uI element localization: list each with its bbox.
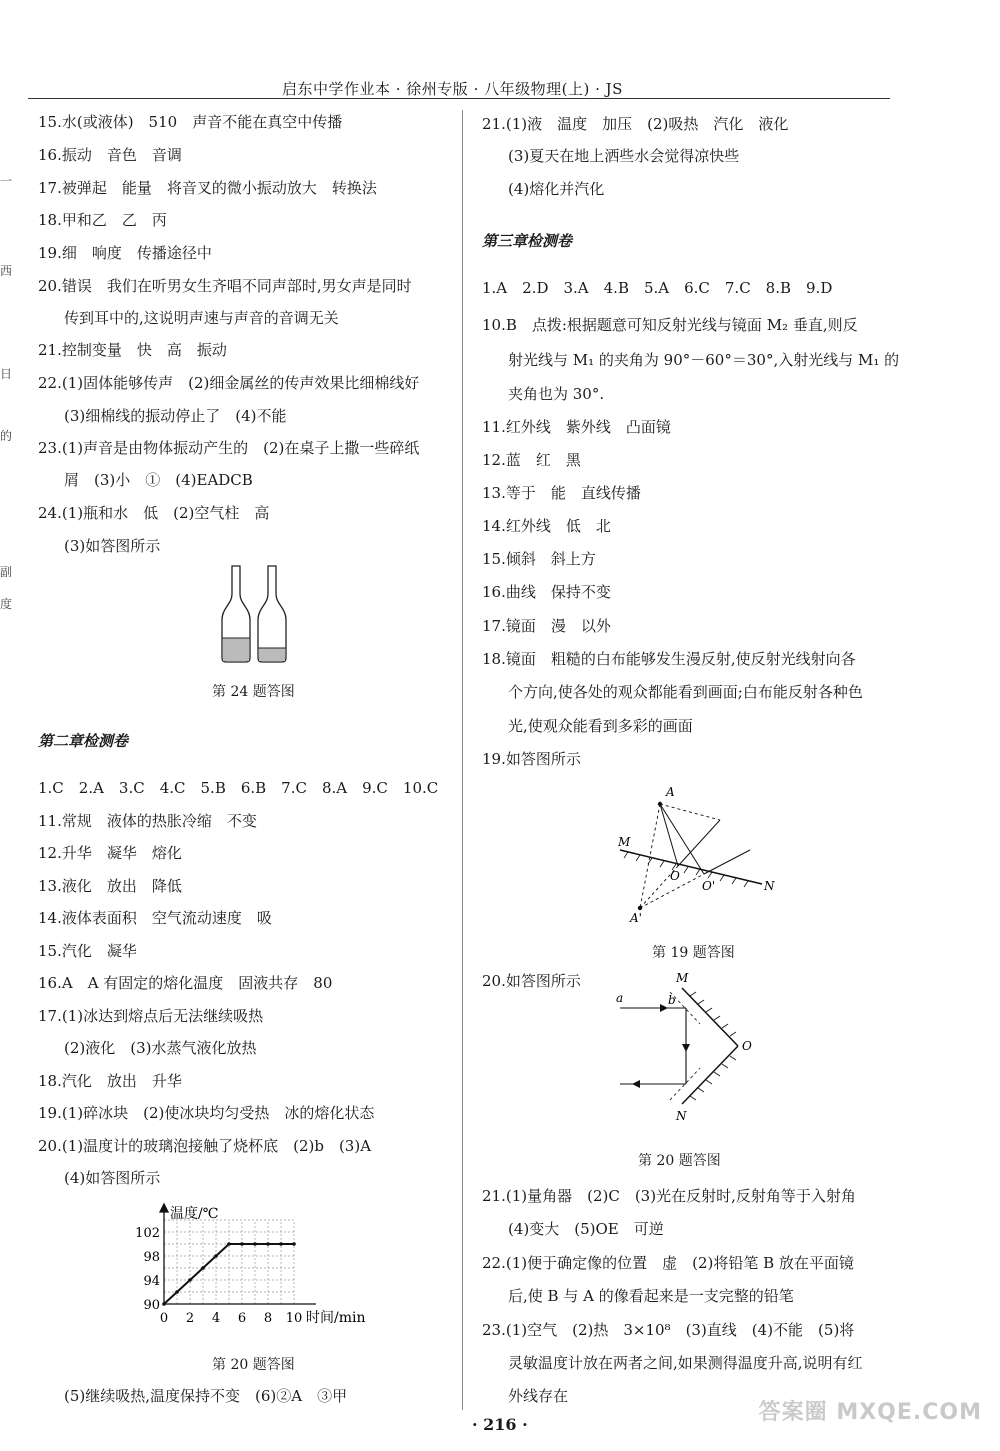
answer-line: 20.(1)温度计的玻璃泡接触了烧杯底 (2)b (3)A [38,1137,372,1155]
answer-line: 13.等于 能 直线传播 [482,484,641,502]
answer-line: 17.被弹起 能量 将音叉的微小振动放大 转换法 [38,179,377,197]
answer-line: 13.液化 放出 降低 [38,877,182,895]
answer-line: 屑 (3)小 ① (4)EADCB [64,471,253,489]
data-point [279,1242,283,1246]
figure-caption: 第 20 题答图 [212,1357,295,1373]
answer-line: 19.细 响度 传播途径中 [38,244,212,262]
data-point [240,1242,244,1246]
label-N: N [764,879,775,893]
answer-line: 16.A A 有固定的熔化温度 固液共存 80 [38,974,333,992]
data-point [188,1278,192,1282]
graph-xlabel: 时间/min [306,1310,366,1326]
x-tick-label: 2 [185,1311,195,1326]
section-title: 第二章检测卷 [38,732,129,750]
answer-line: 传到耳中的,这说明声速与声音的音调无关 [64,309,339,327]
answer-line: (4)熔化并汽化 [508,180,605,198]
label-M: M [618,835,631,849]
answer-line: 11.红外线 紫外线 凸面镜 [482,418,671,436]
data-point [201,1266,205,1270]
data-point [214,1254,218,1258]
margin-mark: 副 [0,565,13,579]
answer-line: 外线存在 [508,1387,569,1405]
answer-line: 18.汽化 放出 升华 [38,1072,182,1090]
margin-mark: 的 [0,429,13,443]
answer-line: 11.常规 液体的热胀冷缩 不变 [38,812,257,830]
answer-line: 20.如答图所示 [482,972,581,990]
margin-mark: 度 [0,597,13,611]
watermark: 答案圈 MXQE.COM [758,1400,982,1425]
label-b: b [668,993,676,1007]
x-tick-label: 10 [285,1311,303,1326]
answer-line: 10.B 点拨:根据题意可知反射光线与镜面 M₂ 垂直,则反 [482,316,858,334]
answer-line: 夹角也为 30°. [508,385,605,403]
answer-line: (3)细棉线的振动停止了 (4)不能 [64,407,287,425]
page-number: · 216 · [472,1415,528,1434]
label-a: a [616,991,624,1005]
answer-line: 1.A 2.D 3.A 4.B 5.A 6.C 7.C 8.B 9.D [482,279,833,297]
answer-line: 14.液体表面积 空气流动速度 吸 [38,909,272,927]
answer-line: (4)变大 (5)OE 可逆 [508,1220,664,1238]
figure-caption: 第 24 题答图 [212,684,295,700]
answer-line: 16.曲线 保持不变 [482,583,611,601]
reflection-figure-19 [600,780,790,930]
answer-line: (4)如答图所示 [64,1169,161,1187]
header-rule [28,98,890,99]
x-tick-label: 8 [263,1311,273,1326]
graph-ylabel: 温度/℃ [170,1206,219,1222]
label-A-prime: A' [630,911,642,925]
y-tick-label: 90 [143,1298,160,1313]
x-tick-label: 6 [237,1311,247,1326]
label-O-prime: O' [702,879,716,893]
section-title: 第三章检测卷 [482,232,573,250]
answer-line: 21.(1)液 温度 加压 (2)吸热 汽化 液化 [482,115,789,133]
bottles-figure [210,562,310,668]
margin-mark: 日 [0,367,13,381]
answer-line: 12.升华 凝华 熔化 [38,844,182,862]
label-M: M [676,971,689,985]
data-point [175,1290,179,1294]
x-tick-label: 0 [159,1311,169,1326]
temperature-graph [130,1196,380,1340]
answer-line: (3)夏天在地上洒些水会觉得凉快些 [508,147,740,165]
answer-line: 22.(1)固体能够传声 (2)细金属丝的传声效果比细棉线好 [38,374,420,392]
answer-line: 灵敏温度计放在两者之间,如果测得温度升高,说明有红 [508,1354,863,1372]
answer-line: 18.镜面 粗糙的白布能够发生漫反射,使反射光线射向各 [482,650,856,668]
answer-line: 23.(1)声音是由物体振动产生的 (2)在桌子上撒一些碎纸 [38,439,420,457]
answer-line: 个方向,使各处的观众都能看到画面;白布能反射各种色 [508,683,863,701]
answer-line: (5)继续吸热,温度保持不变 (6)②A ③甲 [64,1387,348,1405]
x-tick-label: 4 [211,1311,221,1326]
answer-line: 15.倾斜 斜上方 [482,550,596,568]
answer-line: 24.(1)瓶和水 低 (2)空气柱 高 [38,504,270,522]
page-header: 启东中学作业本 · 徐州专版 · 八年级物理(上) · JS [282,80,623,98]
figure-caption: 第 19 题答图 [652,945,735,961]
answer-line: 射光线与 M₁ 的夹角为 90°－60°＝30°,入射光线与 M₁ 的 [508,351,900,369]
label-N: N [676,1109,687,1123]
answer-line: 12.蓝 红 黑 [482,451,581,469]
y-tick-label: 102 [135,1226,160,1241]
figure-caption: 第 20 题答图 [638,1153,721,1169]
data-point [227,1242,231,1246]
answer-line: (2)液化 (3)水蒸气液化放热 [64,1039,257,1057]
answer-line: 23.(1)空气 (2)热 3×10⁸ (3)直线 (4)不能 (5)将 [482,1321,855,1339]
answer-line: 21.控制变量 快 高 振动 [38,341,227,359]
y-tick-label: 94 [143,1274,160,1289]
margin-mark: 西 [0,264,13,278]
answer-line: 22.(1)便于确定像的位置 虚 (2)将铅笔 B 放在平面镜 [482,1254,854,1272]
label-O: O [670,869,680,883]
y-tick-label: 98 [143,1250,160,1265]
answer-line: 15.水(或液体) 510 声音不能在真空中传播 [38,113,343,131]
answer-line: 14.红外线 低 北 [482,517,611,535]
answer-line: 1.C 2.A 3.C 4.C 5.B 6.B 7.C 8.A 9.C 10.C [38,779,439,797]
margin-mark: 一 [0,174,13,188]
answer-line: 19.(1)碎冰块 (2)使冰块均匀受热 冰的熔化状态 [38,1104,375,1122]
answer-line: 后,使 B 与 A 的像看起来是一支完整的铅笔 [508,1287,794,1305]
data-point [162,1302,166,1306]
answer-line: 18.甲和乙 乙 丙 [38,211,167,229]
label-O: O [742,1039,752,1053]
data-point [292,1242,296,1246]
label-A: A [666,785,675,799]
answer-line: 19.如答图所示 [482,750,581,768]
answer-line: (3)如答图所示 [64,537,161,555]
answer-line: 21.(1)量角器 (2)C (3)光在反射时,反射角等于入射角 [482,1187,856,1205]
answer-line: 光,使观众能看到多彩的画面 [508,717,693,735]
answer-line: 16.振动 音色 音调 [38,146,182,164]
data-point [253,1242,257,1246]
column-divider [462,110,463,1410]
answer-line: 17.(1)冰达到熔点后无法继续吸热 [38,1007,264,1025]
answer-line: 17.镜面 漫 以外 [482,617,611,635]
answer-line: 20.错误 我们在听男女生齐唱不同声部时,男女声是同时 [38,277,412,295]
y-axis-arrow [160,1204,168,1212]
reflection-figure-20 [610,968,760,1128]
data-point [266,1242,270,1246]
answer-line: 15.汽化 凝华 [38,942,137,960]
